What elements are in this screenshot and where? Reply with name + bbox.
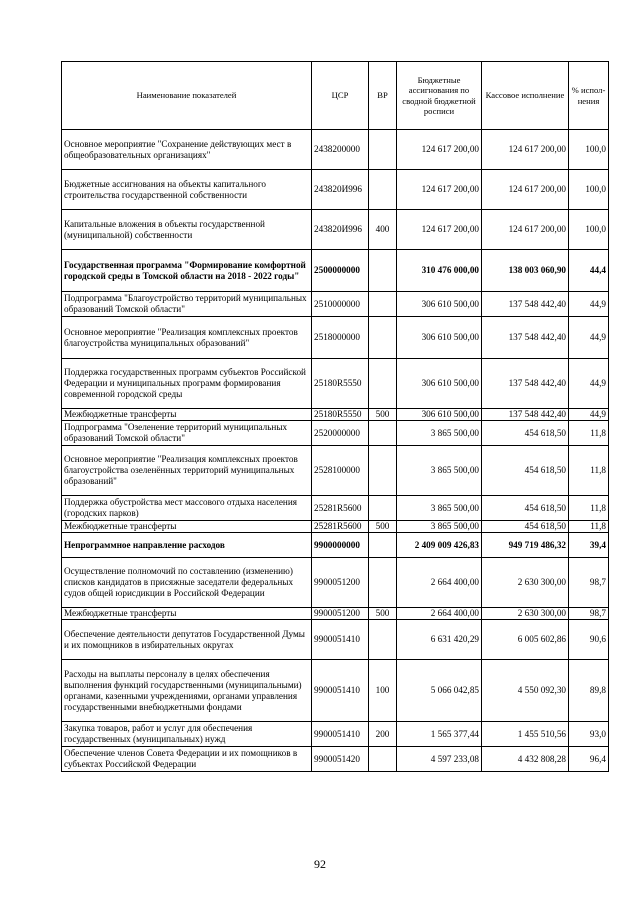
cell-pct: 11,8 [569,521,609,533]
table-row [62,130,609,170]
cell-budget: 310 476 000,00 [397,250,482,292]
cell-budget: 2 409 009 426,83 [397,533,482,558]
cell-pct: 39,4 [569,533,609,558]
cell-vr: 400 [369,210,397,250]
cell-cash: 6 005 602,86 [482,620,569,660]
cell-vr [369,533,397,558]
cell-vr [369,170,397,210]
cell-cash: 137 548 442,40 [482,409,569,421]
cell-cash: 4 550 092,30 [482,660,569,722]
cell-pct: 98,7 [569,608,609,620]
cell-csr: 2518000000 [312,317,369,359]
cell-vr [369,747,397,772]
cell-csr: 25281R5600 [312,496,369,521]
cell-vr [369,359,397,409]
header-cash: Кассовое исполнение [482,62,569,130]
cell-budget: 3 865 500,00 [397,521,482,533]
cell-name: Бюджетные ассигнования на объекты капитального строительства государственной собственности [62,170,312,210]
cell-cash: 949 719 486,32 [482,533,569,558]
cell-budget: 3 865 500,00 [397,421,482,446]
table-row [62,250,609,292]
cell-cash: 4 432 808,28 [482,747,569,772]
cell-budget: 124 617 200,00 [397,210,482,250]
cell-budget: 306 610 500,00 [397,317,482,359]
cell-csr: 9900000000 [312,533,369,558]
cell-budget: 2 664 400,00 [397,608,482,620]
cell-name: Осуществление полномочий по составлению (изменению) списков кандидатов в присяжные заседатели федеральных судов общей юрисдикции в Российской Федерации [62,558,312,608]
cell-vr [369,421,397,446]
cell-name: Государственная программа "Формирование комфортной городской среды в Томской области на 2018 - 2022 годы" [62,250,312,292]
table-row [62,620,609,660]
table-row [62,359,609,409]
header-budget: Бюджетные ассигнования по сводной бюджетной росписи [397,62,482,130]
cell-name: Межбюджетные трансферты [62,608,312,620]
cell-cash: 454 618,50 [482,496,569,521]
table-row [62,170,609,210]
cell-cash: 124 617 200,00 [482,210,569,250]
cell-csr: 2500000000 [312,250,369,292]
cell-cash: 454 618,50 [482,421,569,446]
table-body [62,130,609,772]
table-row [62,409,609,421]
cell-name: Обеспечение членов Совета Федерации и их помощников в субъектах Российской Федерации [62,747,312,772]
cell-budget: 4 597 233,08 [397,747,482,772]
cell-pct: 93,0 [569,722,609,747]
cell-csr: 2438200000 [312,130,369,170]
cell-vr: 500 [369,608,397,620]
header-csr: ЦСР [312,62,369,130]
cell-pct: 44,9 [569,292,609,317]
cell-csr: 25281R5600 [312,521,369,533]
cell-csr: 25180R5550 [312,359,369,409]
cell-csr: 9900051410 [312,660,369,722]
cell-pct: 100,0 [569,170,609,210]
cell-cash: 124 617 200,00 [482,170,569,210]
cell-budget: 306 610 500,00 [397,292,482,317]
cell-vr: 500 [369,521,397,533]
cell-pct: 96,4 [569,747,609,772]
cell-budget: 3 865 500,00 [397,446,482,496]
cell-pct: 100,0 [569,130,609,170]
cell-name: Поддержка обустройства мест массового отдыха населения (городских парков) [62,496,312,521]
table-row [62,660,609,722]
cell-budget: 3 865 500,00 [397,496,482,521]
cell-budget: 5 066 042,85 [397,660,482,722]
cell-cash: 137 548 442,40 [482,359,569,409]
page-number: 92 [314,857,326,871]
cell-cash: 138 003 060,90 [482,250,569,292]
cell-name: Подпрограмма "Озеленение территорий муниципальных образований Томской области" [62,421,312,446]
cell-csr: 2528100000 [312,446,369,496]
cell-cash: 1 455 510,56 [482,722,569,747]
table-row [62,496,609,521]
cell-csr: 9900051200 [312,558,369,608]
table-row [62,292,609,317]
cell-csr: 243820И996 [312,170,369,210]
cell-budget: 124 617 200,00 [397,170,482,210]
cell-name: Обеспечение деятельности депутатов Государственной Думы и их помощников в избирательных округах [62,620,312,660]
table-row [62,210,609,250]
table-header-row [62,62,609,130]
cell-cash: 454 618,50 [482,521,569,533]
cell-pct: 90,6 [569,620,609,660]
cell-vr [369,558,397,608]
cell-vr [369,317,397,359]
cell-cash: 137 548 442,40 [482,292,569,317]
cell-budget: 306 610 500,00 [397,359,482,409]
cell-csr: 9900051410 [312,722,369,747]
table-row [62,747,609,772]
cell-csr: 9900051200 [312,608,369,620]
cell-budget: 306 610 500,00 [397,409,482,421]
table-row [62,446,609,496]
budget-execution-table [61,61,609,772]
table-row [62,533,609,558]
cell-name: Непрограммное направление расходов [62,533,312,558]
header-vr: ВР [369,62,397,130]
table-row [62,722,609,747]
cell-pct: 89,8 [569,660,609,722]
table-row [62,421,609,446]
cell-csr: 2510000000 [312,292,369,317]
cell-name: Межбюджетные трансферты [62,521,312,533]
cell-name: Подпрограмма "Благоустройство территорий муниципальных образований Томской области" [62,292,312,317]
cell-pct: 44,4 [569,250,609,292]
cell-pct: 11,8 [569,421,609,446]
cell-cash: 2 630 300,00 [482,558,569,608]
cell-vr [369,130,397,170]
cell-vr: 100 [369,660,397,722]
cell-vr [369,250,397,292]
table-row [62,608,609,620]
cell-budget: 2 664 400,00 [397,558,482,608]
cell-name: Расходы на выплаты персоналу в целях обеспечения выполнения функций государственными (муниципальными) органами, казенными учреждениями, органами управления государственными внебюджетными фондами [62,660,312,722]
cell-cash: 2 630 300,00 [482,608,569,620]
cell-vr [369,620,397,660]
cell-name: Межбюджетные трансферты [62,409,312,421]
cell-name: Капитальные вложения в объекты государственной (муниципальной) собственности [62,210,312,250]
cell-name: Основное мероприятие "Реализация комплексных проектов благоустройства озеленённых территорий муниципальных образований" [62,446,312,496]
cell-budget: 124 617 200,00 [397,130,482,170]
cell-pct: 44,9 [569,359,609,409]
cell-csr: 9900051410 [312,620,369,660]
cell-pct: 100,0 [569,210,609,250]
cell-pct: 44,9 [569,317,609,359]
cell-cash: 137 548 442,40 [482,317,569,359]
cell-pct: 11,8 [569,446,609,496]
cell-vr [369,292,397,317]
cell-pct: 11,8 [569,496,609,521]
cell-name: Поддержка государственных программ субъектов Российской Федерации и муниципальных программ формирования современной городской среды [62,359,312,409]
cell-name: Закупка товаров, работ и услуг для обеспечения государственных (муниципальных) нужд [62,722,312,747]
header-name: Наименование показателей [62,62,312,130]
header-pct: % испол-нения [569,62,609,130]
cell-vr [369,496,397,521]
cell-cash: 124 617 200,00 [482,130,569,170]
cell-budget: 1 565 377,44 [397,722,482,747]
cell-vr: 200 [369,722,397,747]
table-row [62,521,609,533]
table-row [62,317,609,359]
cell-pct: 44,9 [569,409,609,421]
cell-csr: 25180R5550 [312,409,369,421]
cell-cash: 454 618,50 [482,446,569,496]
cell-vr: 500 [369,409,397,421]
cell-vr [369,446,397,496]
cell-csr: 2520000000 [312,421,369,446]
cell-name: Основное мероприятие "Реализация комплексных проектов благоустройства муниципальных образований" [62,317,312,359]
cell-csr: 243820И996 [312,210,369,250]
cell-pct: 98,7 [569,558,609,608]
cell-budget: 6 631 420,29 [397,620,482,660]
cell-csr: 9900051420 [312,747,369,772]
cell-name: Основное мероприятие "Сохранение действующих мест в общеобразовательных организациях" [62,130,312,170]
table-row [62,558,609,608]
